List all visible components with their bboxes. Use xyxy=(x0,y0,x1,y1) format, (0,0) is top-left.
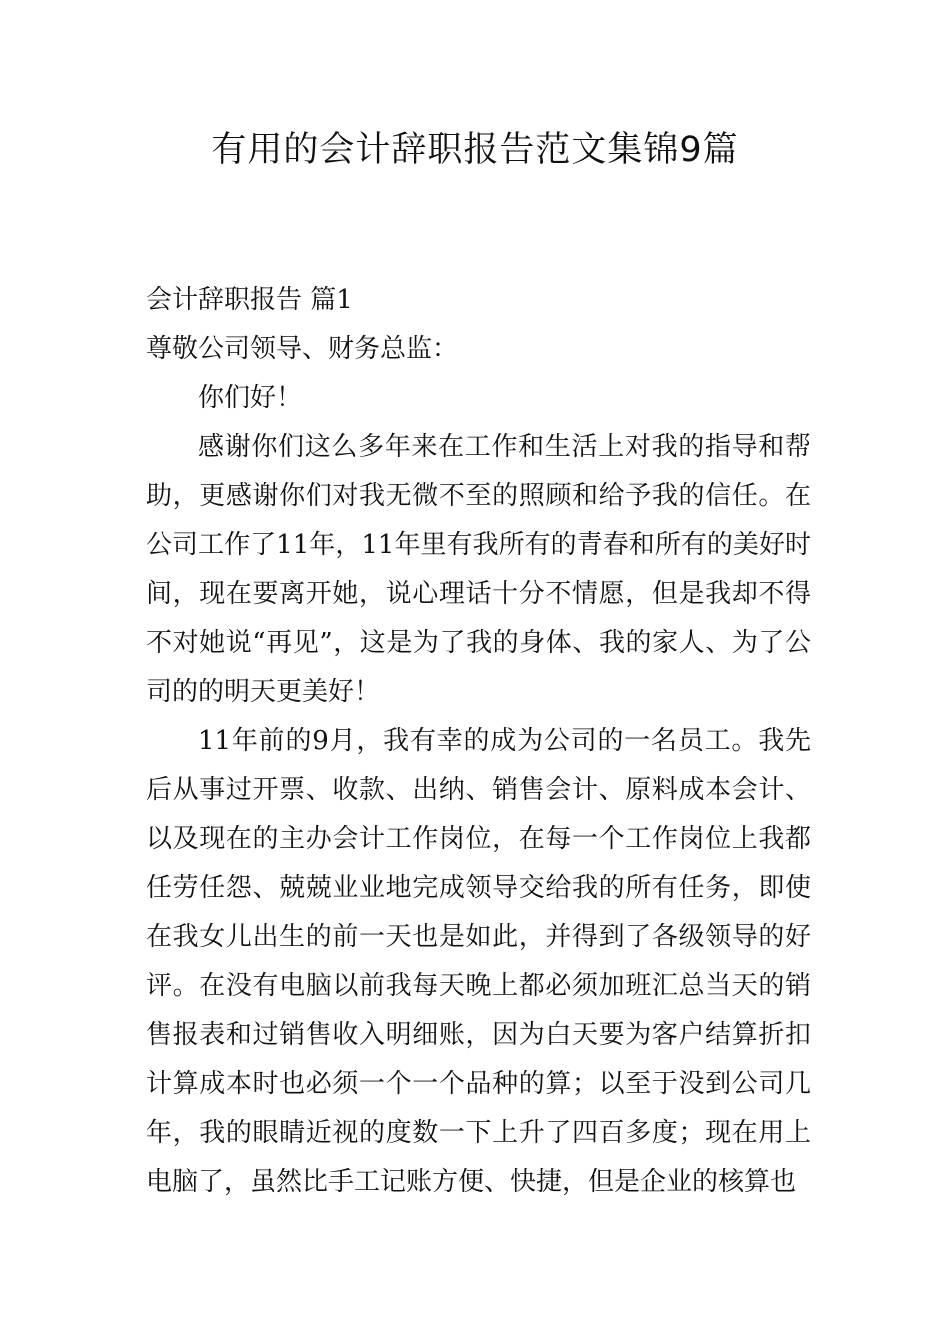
document-title: 有用的会计辞职报告范文集锦9篇 xyxy=(211,130,739,170)
greeting: 你们好！ xyxy=(198,383,303,413)
body-paragraph-2: 11年前的9月，我有幸的成为公司的一名员工。我先后从事过开票、收款、出纳、销售会计、原料成本会计、以及现在的主办会计工作岗位，在每一个工作岗位上我都任劳任怨、兢兢业业地完成领导交给我的所有任务，即使在我女儿出生的前一天也是如此，并得到了各级领导的好评。在没有电脑以前我每天晚上都必须加班汇总当天的销售报表和过销售收入明细账，因为白天要为客户结算折扣计算成本时也必须一个一个品种的算；以至于没到公司几年，我的眼睛近视的度数一下上升了四百多度；现在用上电脑了，虽然比手工记账方便、快捷，但是企业的核算也 xyxy=(146,726,811,1197)
document-body xyxy=(146,276,811,1207)
salutation: 尊敬公司领导、财务总监： xyxy=(146,334,459,364)
body-paragraph-1: 感谢你们这么多年来在工作和生活上对我的指导和帮助，更感谢你们对我无微不至的照顾和给予我的信任。在公司工作了11年，11年里有我所有的青春和所有的美好时间，现在要离开她，说心理话十分不情愿，但是我却不得不对她说“再见”，这是为了我的身体、我的家人、为了公司的的明天更美好！ xyxy=(146,432,811,707)
section-heading: 会计辞职报告 篇1 xyxy=(146,285,353,315)
